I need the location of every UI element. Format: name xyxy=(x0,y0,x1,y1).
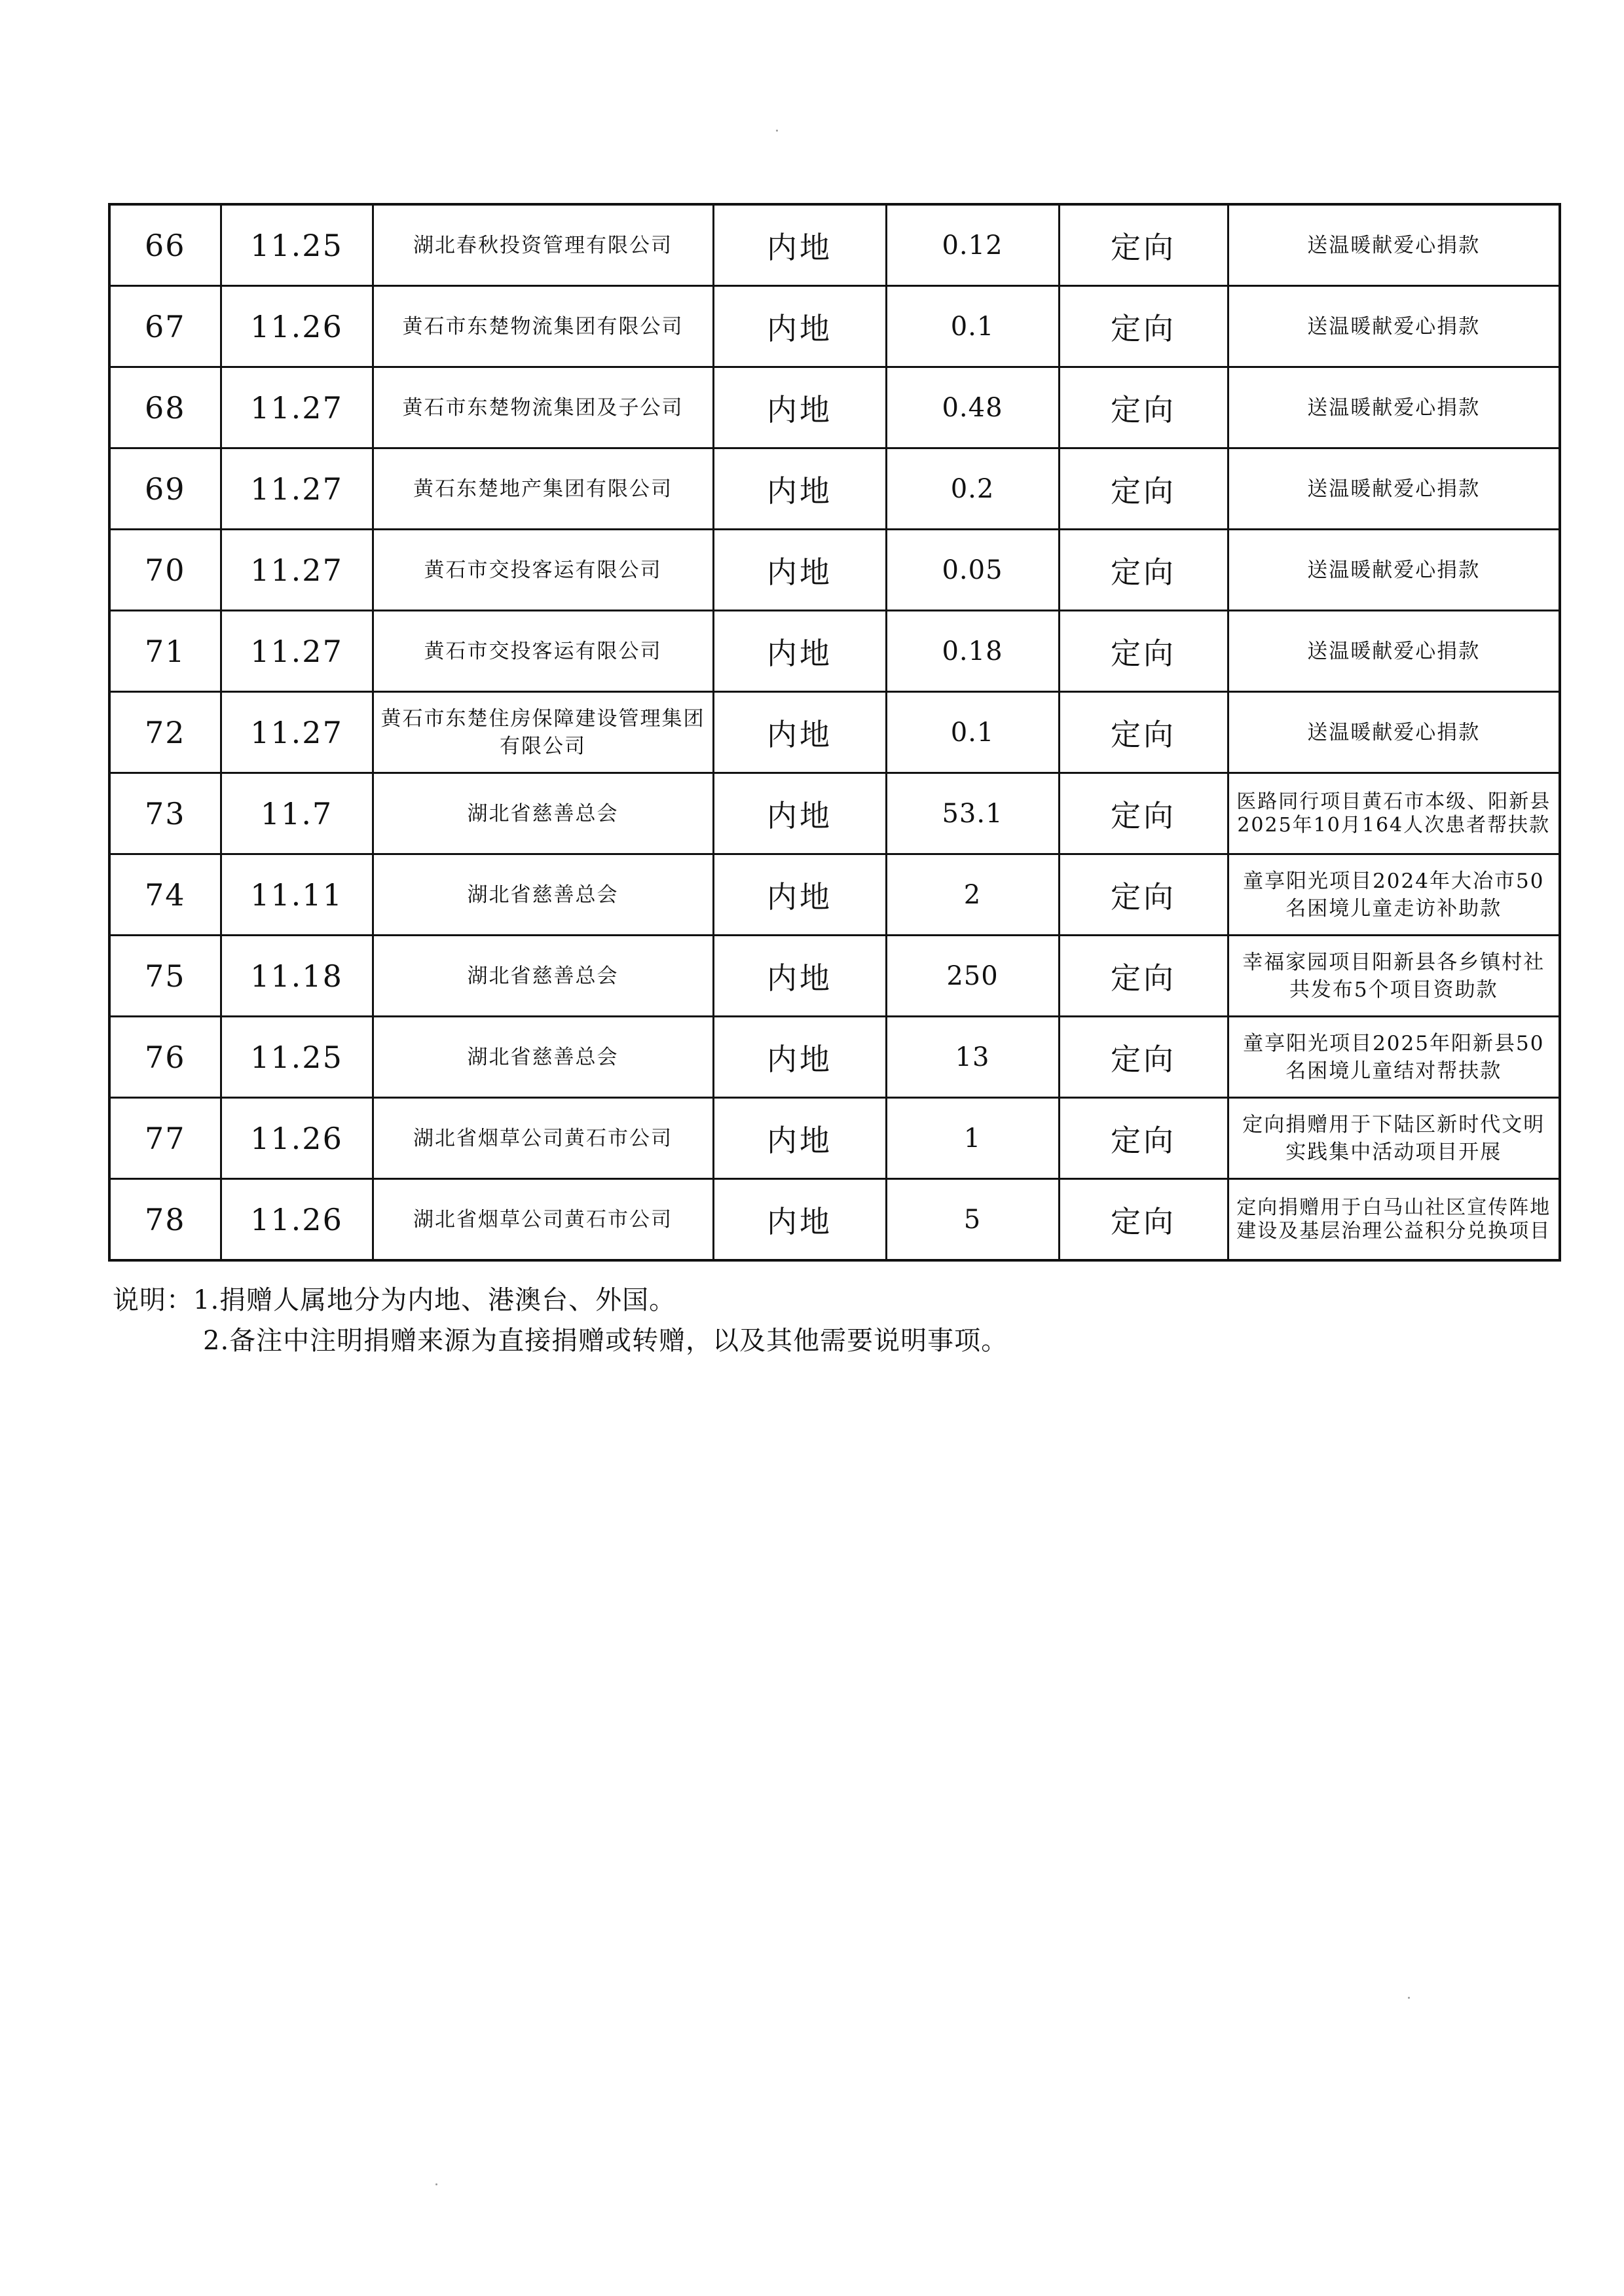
donation-type-cell: 定向 xyxy=(1059,204,1228,286)
donor-region-cell: 内地 xyxy=(713,448,886,530)
donation-amount-cell: 0.1 xyxy=(886,692,1059,773)
donation-date-cell: 11.18 xyxy=(221,936,373,1017)
donation-type-cell: 定向 xyxy=(1059,367,1228,448)
table-row xyxy=(109,530,1560,611)
table-row xyxy=(109,611,1560,692)
donation-type-cell: 定向 xyxy=(1059,611,1228,692)
donation-type-cell: 定向 xyxy=(1059,773,1228,854)
donor-region-cell: 内地 xyxy=(713,286,886,367)
remark-cell: 定向捐赠用于下陆区新时代文明实践集中活动项目开展 xyxy=(1228,1098,1560,1179)
donation-amount-cell: 5 xyxy=(886,1179,1059,1261)
donor-name-cell: 黄石市东楚物流集团有限公司 xyxy=(373,286,713,367)
donation-type-cell: 定向 xyxy=(1059,448,1228,530)
remark-cell: 送温暖献爱心捐款 xyxy=(1228,530,1560,611)
note-line-1: 说明：1.捐赠人属地分为内地、港澳台、外国。 xyxy=(113,1285,676,1315)
row-number-cell: 78 xyxy=(109,1179,221,1261)
scan-speck xyxy=(776,130,778,132)
donation-type-cell: 定向 xyxy=(1059,854,1228,936)
row-number-cell: 74 xyxy=(109,854,221,936)
donation-amount-cell: 0.1 xyxy=(886,286,1059,367)
donor-name-cell: 黄石市东楚住房保障建设管理集团有限公司 xyxy=(373,692,713,773)
donation-date-cell: 11.25 xyxy=(221,1017,373,1098)
donation-amount-cell: 0.05 xyxy=(886,530,1059,611)
remark-cell: 送温暖献爱心捐款 xyxy=(1228,367,1560,448)
table-row xyxy=(109,286,1560,367)
donation-amount-cell: 0.12 xyxy=(886,204,1059,286)
donation-date-cell: 11.26 xyxy=(221,1179,373,1261)
donor-name-cell: 黄石东楚地产集团有限公司 xyxy=(373,448,713,530)
remark-cell: 童享阳光项目2024年大冶市50名困境儿童走访补助款 xyxy=(1228,854,1560,936)
table-row xyxy=(109,692,1560,773)
notes-block xyxy=(113,1280,1488,1361)
table-row xyxy=(109,1179,1560,1261)
table-row xyxy=(109,1098,1560,1179)
donor-region-cell: 内地 xyxy=(713,1017,886,1098)
donor-name-cell: 湖北省烟草公司黄石市公司 xyxy=(373,1179,713,1261)
donation-amount-cell: 2 xyxy=(886,854,1059,936)
table-row xyxy=(109,773,1560,854)
remark-cell: 送温暖献爱心捐款 xyxy=(1228,692,1560,773)
donor-name-cell: 湖北省慈善总会 xyxy=(373,936,713,1017)
donor-name-cell: 黄石市东楚物流集团及子公司 xyxy=(373,367,713,448)
donation-date-cell: 11.25 xyxy=(221,204,373,286)
table-row xyxy=(109,204,1560,286)
donor-region-cell: 内地 xyxy=(713,936,886,1017)
row-number-cell: 70 xyxy=(109,530,221,611)
donation-amount-cell: 53.1 xyxy=(886,773,1059,854)
row-number-cell: 66 xyxy=(109,204,221,286)
row-number-cell: 76 xyxy=(109,1017,221,1098)
remark-cell: 送温暖献爱心捐款 xyxy=(1228,448,1560,530)
donation-type-cell: 定向 xyxy=(1059,936,1228,1017)
donation-date-cell: 11.27 xyxy=(221,692,373,773)
donor-name-cell: 湖北省慈善总会 xyxy=(373,1017,713,1098)
donor-region-cell: 内地 xyxy=(713,367,886,448)
table-row xyxy=(109,854,1560,936)
donation-date-cell: 11.27 xyxy=(221,448,373,530)
donation-type-cell: 定向 xyxy=(1059,1179,1228,1261)
donor-region-cell: 内地 xyxy=(713,611,886,692)
donor-region-cell: 内地 xyxy=(713,773,886,854)
remark-cell: 幸福家园项目阳新县各乡镇村社共发布5个项目资助款 xyxy=(1228,936,1560,1017)
donor-name-cell: 湖北省慈善总会 xyxy=(373,854,713,936)
donation-date-cell: 11.27 xyxy=(221,611,373,692)
scan-speck xyxy=(1408,1997,1410,1999)
donation-amount-cell: 13 xyxy=(886,1017,1059,1098)
donation-date-cell: 11.26 xyxy=(221,286,373,367)
remark-cell: 医路同行项目黄石市本级、阳新县2025年10月164人次患者帮扶款 xyxy=(1228,773,1560,854)
donation-type-cell: 定向 xyxy=(1059,530,1228,611)
remark-cell: 童享阳光项目2025年阳新县50名困境儿童结对帮扶款 xyxy=(1228,1017,1560,1098)
donor-region-cell: 内地 xyxy=(713,1179,886,1261)
note-line-2: 2.备注中注明捐赠来源为直接捐赠或转赠，以及其他需要说明事项。 xyxy=(203,1326,1008,1356)
row-number-cell: 69 xyxy=(109,448,221,530)
donation-amount-cell: 250 xyxy=(886,936,1059,1017)
row-number-cell: 77 xyxy=(109,1098,221,1179)
donation-table xyxy=(108,203,1561,1262)
table-row xyxy=(109,448,1560,530)
donor-name-cell: 黄石市交投客运有限公司 xyxy=(373,530,713,611)
donation-amount-cell: 0.2 xyxy=(886,448,1059,530)
row-number-cell: 67 xyxy=(109,286,221,367)
donor-name-cell: 湖北省慈善总会 xyxy=(373,773,713,854)
donation-table-body xyxy=(109,204,1560,1260)
donation-type-cell: 定向 xyxy=(1059,692,1228,773)
donor-region-cell: 内地 xyxy=(713,854,886,936)
table-row xyxy=(109,936,1560,1017)
row-number-cell: 75 xyxy=(109,936,221,1017)
donation-type-cell: 定向 xyxy=(1059,286,1228,367)
donor-name-cell: 湖北春秋投资管理有限公司 xyxy=(373,204,713,286)
donor-region-cell: 内地 xyxy=(713,204,886,286)
donation-type-cell: 定向 xyxy=(1059,1017,1228,1098)
donation-type-cell: 定向 xyxy=(1059,1098,1228,1179)
row-number-cell: 72 xyxy=(109,692,221,773)
donation-date-cell: 11.27 xyxy=(221,367,373,448)
donor-region-cell: 内地 xyxy=(713,692,886,773)
donation-date-cell: 11.11 xyxy=(221,854,373,936)
row-number-cell: 73 xyxy=(109,773,221,854)
donation-date-cell: 11.26 xyxy=(221,1098,373,1179)
remark-cell: 定向捐赠用于白马山社区宣传阵地建设及基层治理公益积分兑换项目 xyxy=(1228,1179,1560,1261)
table-row xyxy=(109,367,1560,448)
donation-date-cell: 11.7 xyxy=(221,773,373,854)
donation-date-cell: 11.27 xyxy=(221,530,373,611)
donation-amount-cell: 0.18 xyxy=(886,611,1059,692)
remark-cell: 送温暖献爱心捐款 xyxy=(1228,286,1560,367)
remark-cell: 送温暖献爱心捐款 xyxy=(1228,204,1560,286)
remark-cell: 送温暖献爱心捐款 xyxy=(1228,611,1560,692)
donation-amount-cell: 1 xyxy=(886,1098,1059,1179)
donor-region-cell: 内地 xyxy=(713,530,886,611)
donor-region-cell: 内地 xyxy=(713,1098,886,1179)
donor-name-cell: 黄石市交投客运有限公司 xyxy=(373,611,713,692)
donation-amount-cell: 0.48 xyxy=(886,367,1059,448)
row-number-cell: 68 xyxy=(109,367,221,448)
donor-name-cell: 湖北省烟草公司黄石市公司 xyxy=(373,1098,713,1179)
row-number-cell: 71 xyxy=(109,611,221,692)
scan-speck xyxy=(435,2183,437,2185)
table-row xyxy=(109,1017,1560,1098)
